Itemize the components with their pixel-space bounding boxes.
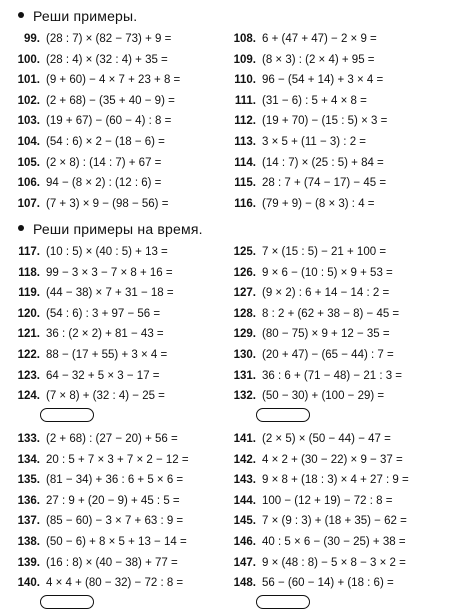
exercise-expression: (14 : 7) × (25 : 5) + 84 = <box>262 156 384 169</box>
exercise-item <box>222 29 377 49</box>
exercise-item <box>222 386 384 406</box>
exercise-item <box>6 345 167 365</box>
exercise-number: 123. <box>17 369 40 382</box>
bullet-icon <box>18 12 24 18</box>
exercise-row <box>0 304 455 325</box>
exercise-expression: (8 × 3) : (2 × 4) + 95 = <box>262 53 375 66</box>
exercise-number: 117. <box>18 246 40 258</box>
exercise-item <box>222 153 384 173</box>
exercise-item <box>222 304 399 324</box>
exercise-number: 130. <box>233 348 256 361</box>
exercise-item <box>222 366 402 386</box>
exercise-item <box>222 242 386 262</box>
exercise-number: 103. <box>17 115 40 128</box>
exercise-item <box>6 573 183 593</box>
exercise-expression: 28 : 7 + (74 − 17) − 45 = <box>262 177 387 190</box>
exercise-item <box>222 429 391 449</box>
exercise-number: 128. <box>233 307 256 320</box>
exercise-expression: 99 − 3 × 3 − 7 × 8 + 16 = <box>46 266 173 279</box>
exercise-row <box>0 491 455 512</box>
exercise-expression: (10 : 5) × (40 : 5) + 13 = <box>46 246 168 258</box>
exercise-item <box>222 50 375 70</box>
exercise-row <box>0 573 455 594</box>
exercise-row <box>0 553 455 574</box>
exercise-expression: (7 × 8) + (32 : 4) − 25 = <box>46 390 165 403</box>
exercise-number: 120. <box>17 307 40 320</box>
exercise-expression: (85 − 60) − 3 × 7 + 63 : 9 = <box>46 515 184 528</box>
exercise-number: 108. <box>233 33 256 45</box>
exercise-expression: 27 : 9 + (20 − 9) + 45 : 5 = <box>46 494 180 507</box>
exercise-expression: 40 : 5 × 6 − (30 − 25) + 38 = <box>262 535 406 548</box>
exercise-number: 104. <box>17 135 40 148</box>
exercise-expression: (16 : 8) × (40 − 38) + 77 = <box>46 556 178 569</box>
exercise-item <box>222 132 366 152</box>
exercise-item <box>6 491 180 511</box>
exercise-expression: 8 : 2 + (62 + 38 − 8) − 45 = <box>262 307 400 320</box>
exercise-expression: 9 × (48 : 8) − 5 × 8 − 3 × 2 = <box>262 556 406 569</box>
exercise-row <box>0 345 455 366</box>
exercise-item <box>6 173 161 193</box>
exercise-item <box>222 263 393 283</box>
exercise-row <box>0 242 455 263</box>
exercise-number: 139. <box>17 556 40 569</box>
exercise-item <box>222 532 406 552</box>
exercise-number: 133. <box>17 433 40 445</box>
exercise-expression: (20 + 47) − (65 − 44) : 7 = <box>262 348 394 361</box>
section-heading-2-text: Реши примеры на время. <box>33 221 203 237</box>
exercise-expression: 88 − (17 + 55) + 3 × 4 = <box>46 348 168 361</box>
exercise-item <box>222 70 383 90</box>
exercise-number: 110. <box>234 74 256 87</box>
exercise-row <box>0 132 455 153</box>
exercise-number: 125. <box>233 246 256 258</box>
exercise-item <box>222 470 409 490</box>
exercise-expression: 96 − (54 + 14) + 3 × 4 = <box>262 74 384 87</box>
exercise-number: 122. <box>17 348 40 361</box>
exercise-number: 129. <box>233 328 256 341</box>
exercise-expression: (19 + 70) − (15 : 5) × 3 = <box>262 115 388 128</box>
exercise-expression: (54 : 6) : 3 + 97 − 56 = <box>46 307 161 320</box>
exercise-expression: (28 : 4) × (32 : 4) + 35 = <box>46 53 168 66</box>
exercise-item <box>6 450 189 470</box>
exercise-expression: 7 × (15 : 5) − 21 + 100 = <box>262 246 387 258</box>
exercise-expression: (44 − 38) × 7 + 31 − 18 = <box>46 287 174 300</box>
exercise-number: 105. <box>17 156 40 169</box>
exercise-expression: (80 − 75) × 9 + 12 − 35 = <box>262 328 390 341</box>
exercise-expression: (2 + 68) − (35 + 40 − 9) = <box>46 94 175 107</box>
exercise-row <box>0 50 455 71</box>
exercise-number: 112. <box>234 115 256 128</box>
exercise-number: 114. <box>234 156 256 169</box>
exercise-block-1 <box>0 29 455 214</box>
exercise-item <box>222 511 407 531</box>
exercise-expression: (19 + 67) − (60 − 4) : 8 = <box>46 115 172 128</box>
exercise-row <box>0 324 455 345</box>
exercise-item <box>6 91 175 111</box>
answer-oval-right-1[interactable] <box>256 408 310 422</box>
exercise-number: 127. <box>233 287 256 300</box>
exercise-expression: (79 + 9) − (8 × 3) : 4 = <box>262 197 375 210</box>
exercise-expression: 36 : (2 × 2) + 81 − 43 = <box>46 328 164 341</box>
exercise-row <box>0 532 455 553</box>
exercise-item <box>6 50 168 70</box>
exercise-number: 131. <box>233 369 256 382</box>
exercise-number: 144. <box>233 494 256 507</box>
exercise-item <box>222 91 367 111</box>
exercise-item <box>6 111 171 131</box>
exercise-expression: 7 × (9 : 3) + (18 + 35) − 62 = <box>262 515 407 528</box>
exercise-number: 141. <box>233 433 256 445</box>
exercise-number: 135. <box>17 474 40 487</box>
exercise-number: 99. <box>24 33 40 45</box>
exercise-number: 115. <box>234 177 256 190</box>
exercise-expression: 56 − (60 − 14) + (18 : 6) = <box>262 577 394 590</box>
exercise-expression: 4 × 4 + (80 − 32) − 72 : 8 = <box>46 577 184 590</box>
exercise-row <box>0 263 455 284</box>
exercise-number: 119. <box>18 287 40 300</box>
exercise-expression: (9 + 60) − 4 × 7 + 23 + 8 = <box>46 74 181 87</box>
exercise-row <box>0 366 455 387</box>
exercise-number: 137. <box>17 515 40 528</box>
exercise-row <box>0 283 455 304</box>
exercise-item <box>6 283 174 303</box>
exercise-row <box>0 153 455 174</box>
exercise-number: 106. <box>17 177 40 190</box>
exercise-expression: (7 + 3) × 9 − (98 − 56) = <box>46 197 169 210</box>
exercise-item <box>222 283 389 303</box>
exercise-expression: 9 × 8 + (18 : 3) × 4 + 27 : 9 = <box>262 474 409 487</box>
exercise-expression: (50 − 30) + (100 − 29) = <box>262 390 385 403</box>
exercise-number: 124. <box>17 390 40 403</box>
exercise-number: 148. <box>233 577 256 590</box>
exercise-number: 145. <box>233 515 256 528</box>
exercise-item <box>6 511 183 531</box>
exercise-item <box>6 132 165 152</box>
exercise-item <box>6 366 160 386</box>
exercise-item <box>222 111 387 131</box>
exercise-item <box>222 491 392 511</box>
exercise-expression: 6 + (47 + 47) − 2 × 9 = <box>262 33 377 45</box>
exercise-expression: (31 − 6) : 5 + 4 × 8 = <box>262 94 367 107</box>
exercise-item <box>222 553 406 573</box>
answer-oval-left-2[interactable] <box>40 595 94 609</box>
exercise-number: 134. <box>17 453 40 466</box>
section-heading-1 <box>18 7 137 25</box>
exercise-row <box>0 111 455 132</box>
exercise-number: 100. <box>17 53 40 66</box>
answer-oval-right-2[interactable] <box>256 595 310 609</box>
exercise-block-3 <box>0 429 455 594</box>
exercise-item <box>6 263 173 283</box>
exercise-row <box>0 470 455 491</box>
exercise-expression: (2 × 8) : (14 : 7) + 67 = <box>46 156 162 169</box>
exercise-number: 107. <box>17 197 40 210</box>
exercise-row <box>0 429 455 450</box>
exercise-expression: 20 : 5 + 7 × 3 + 7 × 2 − 12 = <box>46 453 189 466</box>
exercise-item <box>6 304 160 324</box>
bullet-icon <box>18 225 24 231</box>
exercise-expression: 94 − (8 × 2) : (12 : 6) = <box>46 177 162 190</box>
exercise-expression: 100 − (12 + 19) − 72 : 8 = <box>262 494 393 507</box>
exercise-item <box>6 324 164 344</box>
exercise-expression: 64 − 32 + 5 × 3 − 17 = <box>46 369 160 382</box>
exercise-expression: (28 : 7) × (82 − 73) + 9 = <box>46 33 172 45</box>
exercise-item <box>6 470 183 490</box>
exercise-number: 136. <box>17 494 40 507</box>
exercise-number: 113. <box>234 135 256 148</box>
exercise-expression: (81 − 34) + 36 : 6 + 5 × 6 = <box>46 474 184 487</box>
exercise-expression: (9 × 2) : 6 + 14 − 14 : 2 = <box>262 287 390 300</box>
exercise-item <box>6 70 180 90</box>
exercise-row <box>0 194 455 215</box>
exercise-expression: 3 × 5 + (11 − 3) : 2 = <box>262 135 366 148</box>
exercise-block-2 <box>0 242 455 407</box>
exercise-expression: 36 : 6 + (71 − 48) − 21 : 3 = <box>262 369 403 382</box>
exercise-expression: (2 × 5) × (50 − 44) − 47 = <box>262 433 391 445</box>
exercise-item <box>222 194 375 214</box>
exercise-expression: (54 : 6) × 2 − (18 − 6) = <box>46 135 165 148</box>
exercise-item <box>6 553 178 573</box>
exercise-number: 121. <box>17 328 40 341</box>
exercise-expression: (2 + 68) : (27 − 20) + 56 = <box>46 433 178 445</box>
exercise-item <box>222 573 394 593</box>
exercise-number: 143. <box>233 474 256 487</box>
exercise-item <box>6 386 165 406</box>
exercise-number: 118. <box>18 266 40 279</box>
answer-oval-left-1[interactable] <box>40 408 94 422</box>
exercise-item <box>222 173 386 193</box>
exercise-row <box>0 511 455 532</box>
exercise-item <box>6 194 168 214</box>
exercise-item <box>6 532 187 552</box>
section-heading-1-text: Реши примеры. <box>33 8 138 24</box>
exercise-number: 147. <box>233 556 256 569</box>
exercise-expression: 4 × 2 + (30 − 22) × 9 − 37 = <box>262 453 403 466</box>
exercise-number: 116. <box>234 197 256 210</box>
exercise-row <box>0 173 455 194</box>
exercise-number: 138. <box>17 535 40 548</box>
exercise-row <box>0 386 455 407</box>
exercise-number: 140. <box>17 577 40 590</box>
exercise-number: 109. <box>233 53 256 66</box>
exercise-number: 132. <box>233 390 256 403</box>
exercise-item <box>6 242 168 262</box>
exercise-number: 101. <box>17 74 40 87</box>
exercise-number: 102. <box>17 94 40 107</box>
exercise-expression: (50 − 6) + 8 × 5 + 13 − 14 = <box>46 535 187 548</box>
exercise-item <box>222 345 394 365</box>
exercise-number: 111. <box>234 94 256 107</box>
exercise-number: 142. <box>233 453 256 466</box>
exercise-item <box>6 429 178 449</box>
exercise-item <box>6 153 161 173</box>
exercise-row <box>0 450 455 471</box>
exercise-item <box>6 29 171 49</box>
exercise-item <box>222 450 403 470</box>
exercise-row <box>0 70 455 91</box>
exercise-row <box>0 29 455 50</box>
exercise-expression: 9 × 6 − (10 : 5) × 9 + 53 = <box>262 266 393 279</box>
section-heading-2 <box>18 220 203 238</box>
exercise-number: 146. <box>233 535 256 548</box>
exercise-number: 126. <box>233 266 256 279</box>
exercise-row <box>0 91 455 112</box>
exercise-item <box>222 324 390 344</box>
